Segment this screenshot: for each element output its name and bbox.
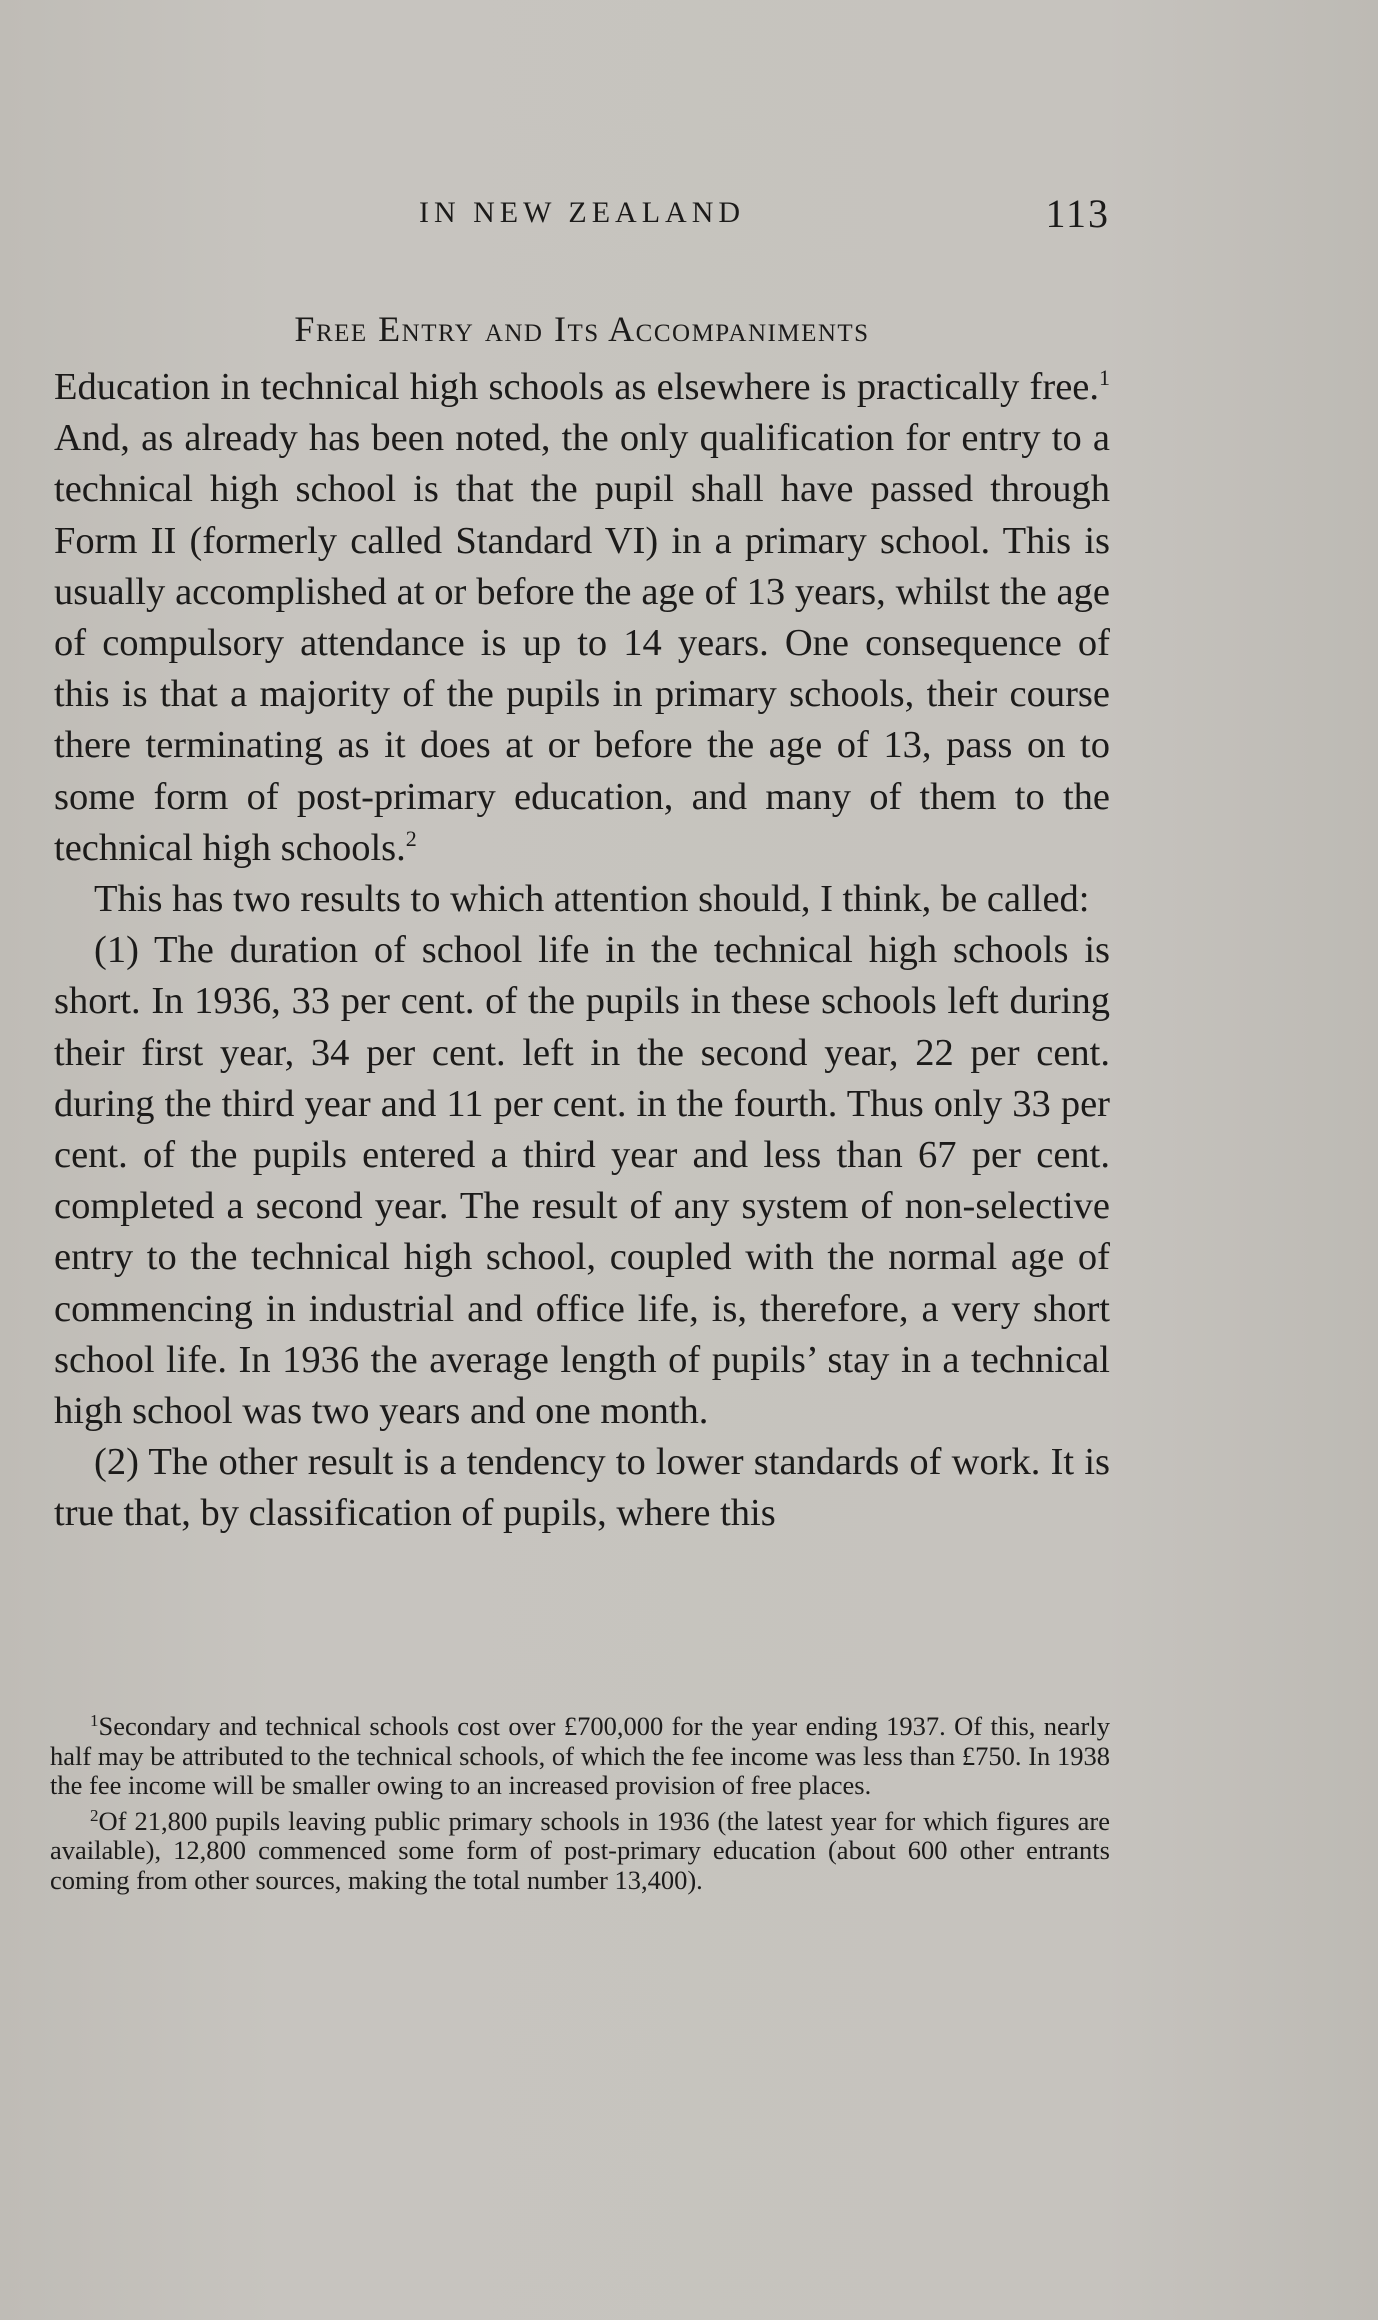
- paragraph-1-text-b: And, as already has been noted, the only qualification for entry to a technical high school is that the pupil shall have passed through Form II (formerly called Standard VI) in a primary school. This is usually accomplished at or before the age of 13 years, whilst the age of compulsory attendance is up to 14 years. One consequence of this is that a majority of the pupils in primary schools, their course there terminating as it does at or before the age of 13, pass on to some form of post-primary education, and many of them to the technical high schools.: [54, 417, 1110, 869]
- running-title: IN NEW ZEALAND: [418, 196, 746, 229]
- paragraph-4: (2) The other result is a tendency to lower standards of work. It is true that, by classification of pupils, where this: [54, 1441, 1110, 1535]
- footnote-1: [50, 1712, 1110, 1801]
- body-text: [54, 362, 1110, 1540]
- paragraph-1-text-a: Education in technical high schools as elsewhere is practically free.: [54, 366, 1099, 408]
- footnote-1-text: Secondary and technical schools cost over £700,000 for the year ending 1937. Of this, nearly half may be attributed to the technical schools, of which the fee income was less than £750. In 1938 the fee income will be smaller owing to an increased provision of free places.: [50, 1711, 1110, 1800]
- paragraph-2: This has two results to which attention should, I think, be called:: [94, 878, 1090, 921]
- footnote-2-text: Of 21,800 pupils leaving public primary schools in 1936 (the latest year for which figures are available), 12,800 commenced some form of post-primary education (about 600 other entrants coming from other sources, making the total number 13,400).: [50, 1805, 1110, 1895]
- footnote-1-number: 1: [90, 1711, 99, 1730]
- paragraph-3: (1) The duration of school life in the technical high schools is short. In 1936, 33 per cent. of the pupils in these schools left during their first year, 34 per cent. left in the second year, 22 per cent. during the third year and 11 per cent. in the fourth. Thus only 33 per cent. of the pupils entered a third year and less than 67 per cent. completed a second year. The result of any system of non-selective entry to the technical high school, coupled with the normal age of commencing in industrial and office life, is, therefore, a very short school life. In 1936 the average length of pupils’ stay in a technical high school was two years and one month.: [54, 929, 1110, 1433]
- footnote-ref-2: 2: [405, 825, 417, 851]
- running-head: [54, 190, 1110, 240]
- footnotes: [50, 1712, 1110, 1901]
- paragraph-1: [54, 362, 1110, 874]
- footnote-2: [50, 1807, 1110, 1896]
- footnote-2-number: 2: [90, 1805, 99, 1825]
- footnote-ref-1: 1: [1099, 365, 1110, 390]
- section-heading: Free Entry and Its Accompaniments: [294, 309, 870, 349]
- page-number: 113: [1045, 191, 1110, 236]
